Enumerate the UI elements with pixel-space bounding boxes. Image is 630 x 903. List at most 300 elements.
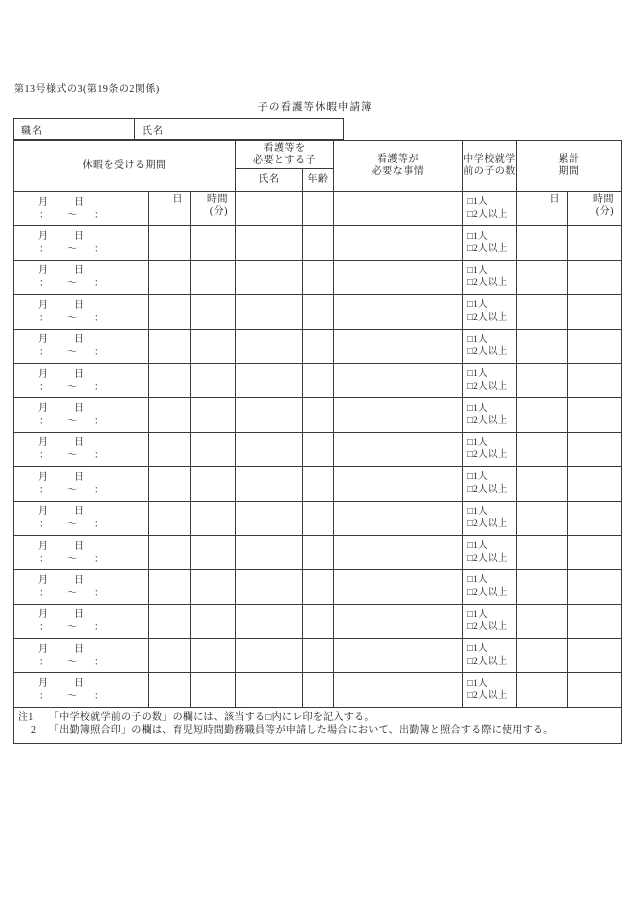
tilde-separator: ～: [67, 450, 77, 462]
child-name-cell: [236, 432, 303, 466]
day-label: 日: [74, 265, 84, 277]
month-label: 月: [38, 574, 48, 586]
time-range-line: [14, 690, 148, 703]
child-count-cell: [463, 363, 517, 397]
time-range-line: [14, 553, 148, 566]
header-total-line2: 期間: [558, 166, 580, 177]
total-hours-cell: [568, 501, 622, 535]
note-line-1: [18, 711, 617, 724]
time-colon: ：: [39, 244, 49, 256]
table-row: [14, 467, 622, 501]
job-title-cell: 職名: [14, 119, 135, 140]
leave-period-cell: [14, 673, 149, 707]
days-unit-label: 日: [549, 194, 561, 205]
date-line: [14, 196, 148, 209]
time-range-line: [14, 312, 148, 325]
table-row: [14, 535, 622, 569]
notes-row: [14, 707, 622, 743]
child-age-cell: [303, 467, 334, 501]
leave-period-cell: [14, 192, 149, 226]
month-label: 月: [38, 368, 48, 380]
child-age-cell: [303, 604, 334, 638]
child-age-cell: [303, 329, 334, 363]
time-colon: ：: [94, 484, 104, 496]
leave-period-cell: [14, 639, 149, 673]
child-age-cell: [303, 501, 334, 535]
child-age-cell: [303, 673, 334, 707]
reason-cell: [334, 467, 463, 501]
tilde-separator: ～: [67, 416, 77, 428]
child-count-cell: [463, 570, 517, 604]
checkbox-option-two-plus: □2人以上: [467, 553, 508, 564]
table-row: [14, 295, 622, 329]
total-days-cell: [517, 604, 568, 638]
leave-hours-cell: [191, 260, 236, 294]
leave-hours-cell: [191, 673, 236, 707]
leave-days-cell: [149, 295, 191, 329]
time-colon: ：: [39, 553, 49, 565]
time-colon: ：: [94, 278, 104, 290]
leave-hours-cell: [191, 192, 236, 226]
total-days-cell: [517, 295, 568, 329]
total-days-cell: [517, 192, 568, 226]
leave-days-cell: [149, 535, 191, 569]
tilde-separator: ～: [67, 622, 77, 634]
reason-cell: [334, 363, 463, 397]
reason-cell: [334, 501, 463, 535]
header-child-group-line2: 必要とする子: [253, 154, 317, 166]
time-colon: ：: [94, 587, 104, 599]
child-age-cell: [303, 295, 334, 329]
reason-cell: [334, 295, 463, 329]
month-label: 月: [38, 643, 48, 655]
note-1-text: 「中学校就学前の子の数」の欄には、該当する□内にレ印を記入する。: [49, 711, 375, 723]
header-reason-line1: 看護等が: [377, 154, 420, 165]
checkbox-option-two-plus: □2人以上: [467, 656, 508, 667]
time-colon: ：: [94, 691, 104, 703]
tilde-separator: ～: [67, 656, 77, 668]
leave-days-cell: [149, 673, 191, 707]
time-colon: ：: [94, 312, 104, 324]
date-line: [14, 436, 148, 449]
time-range-line: [14, 209, 148, 222]
date-line: [14, 333, 148, 346]
days-unit-label: 日: [172, 194, 183, 205]
total-hours-cell: [568, 363, 622, 397]
date-line: [14, 368, 148, 381]
time-colon: ：: [94, 450, 104, 462]
day-label: 日: [74, 196, 84, 208]
month-label: 月: [38, 231, 48, 243]
total-hours-cell: [568, 226, 622, 260]
total-hours-cell: [568, 398, 622, 432]
checkbox-option-two-plus: □2人以上: [467, 244, 508, 255]
month-label: 月: [38, 334, 48, 346]
reason-cell: [334, 432, 463, 466]
date-line: [14, 608, 148, 621]
checkbox-option-one: □1人: [467, 334, 488, 345]
tilde-separator: ～: [67, 484, 77, 496]
date-line: [14, 540, 148, 553]
total-days-cell: [517, 226, 568, 260]
time-range-line: [14, 415, 148, 428]
time-colon: ：: [39, 347, 49, 359]
child-age-cell: [303, 226, 334, 260]
table-row: [14, 192, 622, 226]
child-name-cell: [236, 329, 303, 363]
leave-period-cell: [14, 570, 149, 604]
child-count-cell: [463, 501, 517, 535]
reason-cell: [334, 329, 463, 363]
table-row: [14, 639, 622, 673]
table-row: [14, 329, 622, 363]
child-name-cell: [236, 398, 303, 432]
page-title: 子の看護等休暇申請簿: [257, 102, 373, 113]
month-label: 月: [38, 196, 48, 208]
leave-period-cell: [14, 329, 149, 363]
total-days-cell: [517, 673, 568, 707]
time-range-line: [14, 587, 148, 600]
form-number: 第13号様式の3(第19条の2関係): [14, 84, 160, 95]
day-label: 日: [74, 609, 84, 621]
total-hours-cell: [568, 295, 622, 329]
leave-period-cell: [14, 501, 149, 535]
table-row: [14, 673, 622, 707]
time-range-line: [14, 484, 148, 497]
month-label: 月: [38, 299, 48, 311]
leave-hours-cell: [191, 535, 236, 569]
day-label: 日: [74, 368, 84, 380]
time-range-line: [14, 243, 148, 256]
leave-period-cell: [14, 363, 149, 397]
total-hours-cell: [568, 673, 622, 707]
leave-hours-cell: [191, 501, 236, 535]
time-colon: ：: [94, 347, 104, 359]
day-label: 日: [74, 678, 84, 690]
name-cell: 氏名: [135, 119, 344, 140]
child-age-cell: [303, 260, 334, 294]
date-line: [14, 230, 148, 243]
leave-hours-cell: [191, 639, 236, 673]
header-total-period: [517, 141, 622, 192]
total-days-cell: [517, 570, 568, 604]
day-label: 日: [74, 471, 84, 483]
time-colon: ：: [39, 656, 49, 668]
child-age-cell: [303, 535, 334, 569]
leave-period-cell: [14, 604, 149, 638]
reason-cell: [334, 398, 463, 432]
checkbox-option-one: □1人: [467, 644, 488, 655]
time-range-line: [14, 518, 148, 531]
leave-register-table: [13, 140, 622, 744]
checkbox-option-two-plus: □2人以上: [467, 347, 508, 358]
leave-hours-cell: [191, 604, 236, 638]
note-2-text: 「出勤簿照合印」の欄は、育児短時間勤務職員等が申請した場合において、出勤簿と照合する際に使用する。: [49, 724, 554, 736]
child-name-cell: [236, 260, 303, 294]
checkbox-option-two-plus: □2人以上: [467, 209, 508, 220]
leave-days-cell: [149, 398, 191, 432]
reason-cell: [334, 673, 463, 707]
month-label: 月: [38, 506, 48, 518]
day-label: 日: [74, 574, 84, 586]
table-row: [14, 226, 622, 260]
date-line: [14, 402, 148, 415]
checkbox-option-one: □1人: [467, 231, 488, 242]
reason-cell: [334, 604, 463, 638]
child-count-cell: [463, 192, 517, 226]
day-label: 日: [74, 506, 84, 518]
checkbox-option-one: □1人: [467, 197, 488, 208]
total-days-cell: [517, 639, 568, 673]
child-name-cell: [236, 363, 303, 397]
total-hours-cell: [568, 604, 622, 638]
header-reason-line2: 必要な事情: [371, 166, 425, 177]
date-line: [14, 505, 148, 518]
day-label: 日: [74, 334, 84, 346]
checkbox-option-one: □1人: [467, 403, 488, 414]
total-days-cell: [517, 398, 568, 432]
header-child-group: [236, 141, 334, 169]
time-range-line: [14, 621, 148, 634]
child-count-cell: [463, 398, 517, 432]
child-name-cell: [236, 295, 303, 329]
child-count-cell: [463, 260, 517, 294]
time-colon: ：: [94, 656, 104, 668]
header-child-count-line2: 前の子の数: [463, 166, 516, 177]
checkbox-option-two-plus: □2人以上: [467, 416, 508, 427]
total-hours-cell: [568, 192, 622, 226]
leave-hours-cell: [191, 363, 236, 397]
time-colon: ：: [39, 278, 49, 290]
child-count-cell: [463, 295, 517, 329]
child-count-cell: [463, 673, 517, 707]
note-line-2: [18, 724, 617, 737]
reason-cell: [334, 570, 463, 604]
leave-hours-cell: [191, 329, 236, 363]
date-line: [14, 299, 148, 312]
leave-period-cell: [14, 260, 149, 294]
time-colon: ：: [39, 622, 49, 634]
child-count-cell: [463, 604, 517, 638]
child-name-cell: [236, 226, 303, 260]
note-2-prefix: 2: [31, 724, 37, 736]
leave-hours-cell: [191, 570, 236, 604]
child-age-cell: [303, 398, 334, 432]
leave-days-cell: [149, 467, 191, 501]
child-name-cell: [236, 467, 303, 501]
tilde-separator: ～: [67, 587, 77, 599]
day-label: 日: [74, 403, 84, 415]
total-days-cell: [517, 260, 568, 294]
time-colon: ：: [39, 450, 49, 462]
month-label: 月: [38, 437, 48, 449]
child-name-cell: [236, 639, 303, 673]
leave-period-cell: [14, 398, 149, 432]
day-label: 日: [74, 231, 84, 243]
tilde-separator: ～: [67, 244, 77, 256]
leave-hours-cell: [191, 398, 236, 432]
checkbox-option-two-plus: □2人以上: [467, 587, 508, 598]
time-colon: ：: [39, 691, 49, 703]
table-row: [14, 363, 622, 397]
checkbox-option-two-plus: □2人以上: [467, 381, 508, 392]
time-colon: ：: [39, 484, 49, 496]
total-hours-cell: [568, 639, 622, 673]
child-count-cell: [463, 639, 517, 673]
time-colon: ：: [39, 209, 49, 221]
date-line: [14, 643, 148, 656]
total-days-cell: [517, 329, 568, 363]
table-row: [14, 432, 622, 466]
day-label: 日: [74, 540, 84, 552]
leave-days-cell: [149, 329, 191, 363]
child-name-cell: [236, 673, 303, 707]
leave-hours-cell: [191, 432, 236, 466]
child-age-cell: [303, 363, 334, 397]
header-total-line1: 累計: [558, 154, 580, 165]
month-label: 月: [38, 403, 48, 415]
reason-cell: [334, 639, 463, 673]
time-colon: ：: [39, 587, 49, 599]
hours-unit-line2: (分): [209, 206, 229, 217]
header-child-group-line1: 看護等を: [263, 142, 306, 154]
table-row: [14, 260, 622, 294]
leave-days-cell: [149, 363, 191, 397]
reason-cell: [334, 535, 463, 569]
checkbox-option-one: □1人: [467, 369, 488, 380]
child-name-cell: [236, 535, 303, 569]
leave-period-cell: [14, 226, 149, 260]
month-label: 月: [38, 678, 48, 690]
month-label: 月: [38, 471, 48, 483]
checkbox-option-two-plus: □2人以上: [467, 691, 508, 702]
child-count-cell: [463, 535, 517, 569]
tilde-separator: ～: [67, 278, 77, 290]
tilde-separator: ～: [67, 691, 77, 703]
time-colon: ：: [94, 209, 104, 221]
time-range-line: [14, 346, 148, 359]
header-reason: [334, 141, 463, 192]
header-child-age: 年齢: [303, 169, 334, 192]
child-age-cell: [303, 639, 334, 673]
tilde-separator: ～: [67, 553, 77, 565]
checkbox-option-two-plus: □2人以上: [467, 519, 508, 530]
month-label: 月: [38, 265, 48, 277]
total-hours-cell: [568, 260, 622, 294]
time-colon: ：: [39, 519, 49, 531]
total-days-cell: [517, 501, 568, 535]
day-label: 日: [74, 437, 84, 449]
header-leave-period: 休暇を受ける期間: [14, 141, 236, 192]
checkbox-option-one: □1人: [467, 506, 488, 517]
day-label: 日: [74, 643, 84, 655]
leave-hours-cell: [191, 226, 236, 260]
child-name-cell: [236, 570, 303, 604]
identity-row: [14, 119, 344, 140]
reason-cell: [334, 192, 463, 226]
leave-hours-cell: [191, 467, 236, 501]
total-hours-cell: [568, 467, 622, 501]
child-count-cell: [463, 329, 517, 363]
leave-days-cell: [149, 192, 191, 226]
checkbox-option-one: □1人: [467, 472, 488, 483]
time-colon: ：: [94, 519, 104, 531]
total-hours-cell: [568, 432, 622, 466]
reason-cell: [334, 226, 463, 260]
leave-days-cell: [149, 639, 191, 673]
hours-unit-line1: 時間: [593, 194, 615, 205]
time-colon: ：: [94, 244, 104, 256]
time-colon: ：: [94, 622, 104, 634]
month-label: 月: [38, 540, 48, 552]
leave-days-cell: [149, 604, 191, 638]
leave-days-cell: [149, 501, 191, 535]
time-range-line: [14, 277, 148, 290]
checkbox-option-one: □1人: [467, 265, 488, 276]
checkbox-option-two-plus: □2人以上: [467, 312, 508, 323]
notes-cell: [14, 707, 622, 743]
hours-unit-line2: (分): [595, 206, 615, 217]
checkbox-option-two-plus: □2人以上: [467, 450, 508, 461]
total-hours-cell: [568, 535, 622, 569]
time-range-line: [14, 449, 148, 462]
leave-hours-cell: [191, 295, 236, 329]
time-colon: ：: [39, 416, 49, 428]
time-colon: ：: [94, 416, 104, 428]
total-hours-cell: [568, 329, 622, 363]
table-row: [14, 604, 622, 638]
tilde-separator: ～: [67, 347, 77, 359]
header-child-count-line1: 中学校就学: [463, 154, 516, 165]
total-days-cell: [517, 363, 568, 397]
date-line: [14, 574, 148, 587]
checkbox-option-two-plus: □2人以上: [467, 484, 508, 495]
header-child-count: [463, 141, 517, 192]
table-row: [14, 398, 622, 432]
leave-period-cell: [14, 295, 149, 329]
table-row: [14, 570, 622, 604]
date-line: [14, 677, 148, 690]
checkbox-option-two-plus: □2人以上: [467, 278, 508, 289]
leave-days-cell: [149, 260, 191, 294]
tilde-separator: ～: [67, 209, 77, 221]
header-child-name: 氏名: [236, 169, 303, 192]
identity-table: [13, 118, 344, 140]
checkbox-option-one: □1人: [467, 609, 488, 620]
table-row: [14, 501, 622, 535]
time-colon: ：: [39, 312, 49, 324]
checkbox-option-one: □1人: [467, 541, 488, 552]
time-range-line: [14, 656, 148, 669]
time-colon: ：: [39, 381, 49, 393]
header-row-1: [14, 141, 622, 169]
tilde-separator: ～: [67, 312, 77, 324]
checkbox-option-one: □1人: [467, 575, 488, 586]
total-days-cell: [517, 535, 568, 569]
tilde-separator: ～: [67, 519, 77, 531]
total-days-cell: [517, 467, 568, 501]
date-line: [14, 264, 148, 277]
reason-cell: [334, 260, 463, 294]
tilde-separator: ～: [67, 381, 77, 393]
leave-days-cell: [149, 226, 191, 260]
child-age-cell: [303, 570, 334, 604]
time-colon: ：: [94, 381, 104, 393]
time-colon: ：: [94, 553, 104, 565]
total-hours-cell: [568, 570, 622, 604]
month-label: 月: [38, 609, 48, 621]
child-name-cell: [236, 501, 303, 535]
